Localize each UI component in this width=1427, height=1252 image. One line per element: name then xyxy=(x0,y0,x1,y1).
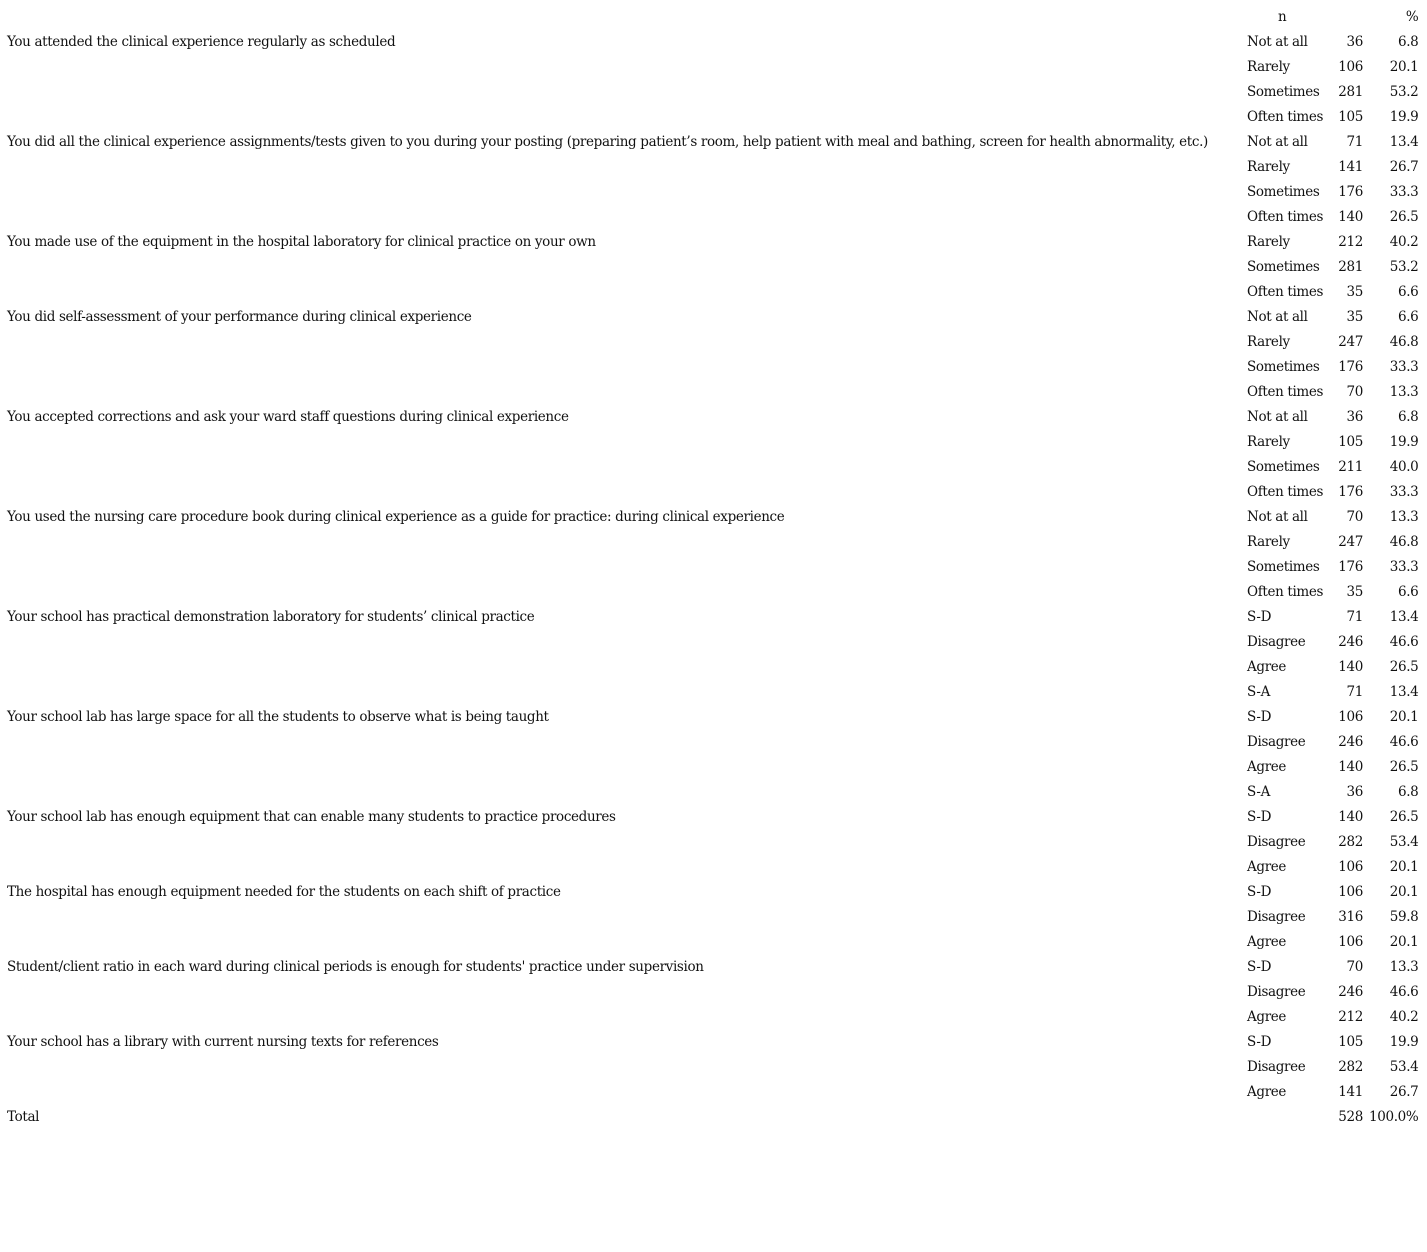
row-item-text xyxy=(4,529,1244,554)
table-row xyxy=(4,804,1421,829)
row-item-text xyxy=(4,254,1244,279)
row-item-text xyxy=(4,104,1244,129)
row-item-text xyxy=(4,54,1244,79)
row-count: 246 xyxy=(1338,983,1363,1000)
table-row xyxy=(4,654,1421,679)
row-percent: 53.2 xyxy=(1389,83,1419,100)
total-response-empty xyxy=(1244,1104,1330,1129)
table-row xyxy=(4,279,1421,304)
row-item-text xyxy=(4,579,1244,604)
row-count: 106 xyxy=(1338,58,1363,75)
table-row xyxy=(4,404,1421,429)
row-item-text xyxy=(4,779,1244,804)
row-response: Rarely xyxy=(1247,333,1290,350)
table-row xyxy=(4,304,1421,329)
table-row xyxy=(4,954,1421,979)
row-count: 176 xyxy=(1338,483,1363,500)
row-response: Disagree xyxy=(1247,633,1306,650)
row-item-text xyxy=(4,154,1244,179)
row-item-text: Your school has practical demonstration laboratory for students’ clinical practice xyxy=(7,608,535,625)
row-item-text xyxy=(4,179,1244,204)
total-label: Total xyxy=(7,1108,40,1125)
table-header xyxy=(4,4,1421,29)
row-response: S-D xyxy=(1247,608,1272,625)
row-response: Often times xyxy=(1247,208,1324,225)
table-row xyxy=(4,879,1421,904)
row-response: Not at all xyxy=(1247,33,1308,50)
table-row xyxy=(4,479,1421,504)
row-count: 106 xyxy=(1338,858,1363,875)
row-count: 140 xyxy=(1338,808,1363,825)
table-body xyxy=(4,29,1421,1129)
table-row xyxy=(4,204,1421,229)
row-percent: 13.4 xyxy=(1389,133,1419,150)
row-item-text: You used the nursing care procedure book during clinical experience as a guide for practice: during clinical experience xyxy=(7,508,785,525)
total-percent: 100.0% xyxy=(1369,1108,1419,1125)
row-item-text xyxy=(4,79,1244,104)
table-row xyxy=(4,579,1421,604)
row-percent: 33.3 xyxy=(1389,558,1419,575)
header-row xyxy=(4,4,1421,29)
row-percent: 13.3 xyxy=(1389,383,1419,400)
row-item-text xyxy=(4,679,1244,704)
table-row xyxy=(4,454,1421,479)
table-row xyxy=(4,554,1421,579)
row-item-text: Your school lab has enough equipment that can enable many students to practice procedures xyxy=(7,808,616,825)
row-item-text: You made use of the equipment in the hospital laboratory for clinical practice on your own xyxy=(7,233,596,250)
row-percent: 26.7 xyxy=(1389,1083,1419,1100)
table-row xyxy=(4,1079,1421,1104)
table-row xyxy=(4,829,1421,854)
row-count: 211 xyxy=(1338,458,1363,475)
table-row xyxy=(4,704,1421,729)
table-row xyxy=(4,754,1421,779)
table-row xyxy=(4,229,1421,254)
row-item-text: You accepted corrections and ask your ward staff questions during clinical experience xyxy=(7,408,569,425)
row-response: Agree xyxy=(1247,858,1287,875)
row-item-text xyxy=(4,829,1244,854)
row-item-text xyxy=(4,729,1244,754)
row-percent: 53.2 xyxy=(1389,258,1419,275)
row-count: 247 xyxy=(1338,533,1363,550)
row-count: 176 xyxy=(1338,358,1363,375)
total-row xyxy=(4,1104,1421,1129)
row-percent: 20.1 xyxy=(1389,858,1419,875)
row-percent: 6.6 xyxy=(1397,308,1419,325)
row-response: Not at all xyxy=(1247,133,1308,150)
row-count: 105 xyxy=(1338,108,1363,125)
row-item-text: You did all the clinical experience assignments/tests given to you during your posting (preparing patient’s room, help patient with meal and bathing, screen for health abnormality, etc.) xyxy=(7,133,1208,150)
row-count: 70 xyxy=(1346,958,1363,975)
row-percent: 6.8 xyxy=(1397,33,1419,50)
table-row xyxy=(4,254,1421,279)
row-response: Not at all xyxy=(1247,408,1308,425)
row-item-text xyxy=(4,979,1244,1004)
row-count: 282 xyxy=(1338,1058,1363,1075)
total-count: 528 xyxy=(1338,1108,1363,1125)
row-response: Sometimes xyxy=(1247,258,1320,275)
row-count: 70 xyxy=(1346,383,1363,400)
row-percent: 20.1 xyxy=(1389,708,1419,725)
row-item-text xyxy=(4,379,1244,404)
row-count: 35 xyxy=(1346,283,1363,300)
row-response: Sometimes xyxy=(1247,558,1320,575)
row-response: Not at all xyxy=(1247,308,1308,325)
row-percent: 13.4 xyxy=(1389,683,1419,700)
row-count: 35 xyxy=(1346,583,1363,600)
row-percent: 26.5 xyxy=(1389,658,1419,675)
row-response: Rarely xyxy=(1247,158,1290,175)
row-item-text xyxy=(4,654,1244,679)
table-row xyxy=(4,604,1421,629)
row-item-text xyxy=(4,429,1244,454)
row-item-text xyxy=(4,629,1244,654)
row-percent: 46.8 xyxy=(1389,333,1419,350)
row-count: 141 xyxy=(1338,158,1363,175)
row-item-text xyxy=(4,1004,1244,1029)
row-count: 282 xyxy=(1338,833,1363,850)
row-percent: 13.4 xyxy=(1389,608,1419,625)
table-row xyxy=(4,904,1421,929)
row-count: 141 xyxy=(1338,1083,1363,1100)
row-percent: 40.0 xyxy=(1389,458,1419,475)
row-response: Rarely xyxy=(1247,533,1290,550)
row-count: 35 xyxy=(1346,308,1363,325)
row-response: S-D xyxy=(1247,708,1272,725)
row-count: 281 xyxy=(1338,83,1363,100)
row-count: 105 xyxy=(1338,1033,1363,1050)
row-percent: 33.3 xyxy=(1389,483,1419,500)
row-response: Disagree xyxy=(1247,833,1306,850)
header-percent: % xyxy=(1405,8,1419,25)
row-count: 36 xyxy=(1346,33,1363,50)
table-row xyxy=(4,329,1421,354)
row-response: Disagree xyxy=(1247,733,1306,750)
row-count: 105 xyxy=(1338,433,1363,450)
row-response: Agree xyxy=(1247,658,1287,675)
row-count: 36 xyxy=(1346,783,1363,800)
row-percent: 46.6 xyxy=(1389,983,1419,1000)
row-count: 71 xyxy=(1346,133,1363,150)
row-percent: 40.2 xyxy=(1389,1008,1419,1025)
table-row xyxy=(4,929,1421,954)
row-percent: 19.9 xyxy=(1389,1033,1419,1050)
row-item-text: Student/client ratio in each ward during clinical periods is enough for students' practice under supervision xyxy=(7,958,704,975)
table-row xyxy=(4,104,1421,129)
row-count: 70 xyxy=(1346,508,1363,525)
row-response: Sometimes xyxy=(1247,183,1320,200)
row-response: Often times xyxy=(1247,483,1324,500)
row-percent: 33.3 xyxy=(1389,358,1419,375)
row-count: 140 xyxy=(1338,658,1363,675)
header-item xyxy=(4,4,1244,29)
row-count: 316 xyxy=(1338,908,1363,925)
table-row xyxy=(4,504,1421,529)
table-row xyxy=(4,129,1421,154)
row-percent: 59.8 xyxy=(1389,908,1419,925)
row-percent: 46.6 xyxy=(1389,633,1419,650)
row-count: 71 xyxy=(1346,683,1363,700)
row-response: Rarely xyxy=(1247,233,1290,250)
row-item-text xyxy=(4,329,1244,354)
row-response: S-D xyxy=(1247,958,1272,975)
row-response: S-A xyxy=(1247,783,1271,800)
row-item-text: You attended the clinical experience regularly as scheduled xyxy=(7,33,396,50)
row-count: 176 xyxy=(1338,558,1363,575)
row-item-text xyxy=(4,479,1244,504)
row-response: Often times xyxy=(1247,383,1324,400)
row-item-text xyxy=(4,1054,1244,1079)
row-percent: 53.4 xyxy=(1389,1058,1419,1075)
table-row xyxy=(4,1004,1421,1029)
row-response: Often times xyxy=(1247,583,1324,600)
row-percent: 26.5 xyxy=(1389,208,1419,225)
row-percent: 6.6 xyxy=(1397,283,1419,300)
row-response: S-D xyxy=(1247,808,1272,825)
header-n: n xyxy=(1278,8,1287,25)
row-percent: 20.1 xyxy=(1389,933,1419,950)
row-item-text xyxy=(4,854,1244,879)
row-count: 246 xyxy=(1338,633,1363,650)
row-response: Agree xyxy=(1247,758,1287,775)
row-item-text xyxy=(4,454,1244,479)
row-percent: 26.7 xyxy=(1389,158,1419,175)
row-response: S-D xyxy=(1247,1033,1272,1050)
row-count: 212 xyxy=(1338,1008,1363,1025)
row-item-text xyxy=(4,354,1244,379)
row-response: Sometimes xyxy=(1247,83,1320,100)
row-response: Disagree xyxy=(1247,983,1306,1000)
row-response: Agree xyxy=(1247,1083,1287,1100)
row-percent: 46.6 xyxy=(1389,733,1419,750)
row-response: Rarely xyxy=(1247,58,1290,75)
row-percent: 20.1 xyxy=(1389,58,1419,75)
row-response: Rarely xyxy=(1247,433,1290,450)
table-row xyxy=(4,179,1421,204)
row-percent: 46.8 xyxy=(1389,533,1419,550)
table-row xyxy=(4,154,1421,179)
row-percent: 6.8 xyxy=(1397,783,1419,800)
row-item-text xyxy=(4,904,1244,929)
row-item-text xyxy=(4,754,1244,779)
row-percent: 33.3 xyxy=(1389,183,1419,200)
row-percent: 26.5 xyxy=(1389,758,1419,775)
row-item-text xyxy=(4,1079,1244,1104)
row-item-text: You did self-assessment of your performance during clinical experience xyxy=(7,308,472,325)
row-percent: 13.3 xyxy=(1389,508,1419,525)
row-item-text: Your school lab has large space for all the students to observe what is being taught xyxy=(7,708,549,725)
row-percent: 20.1 xyxy=(1389,883,1419,900)
row-response: Not at all xyxy=(1247,508,1308,525)
table-row xyxy=(4,779,1421,804)
row-percent: 6.8 xyxy=(1397,408,1419,425)
row-percent: 53.4 xyxy=(1389,833,1419,850)
row-percent: 13.3 xyxy=(1389,958,1419,975)
table-row xyxy=(4,729,1421,754)
row-count: 212 xyxy=(1338,233,1363,250)
row-count: 36 xyxy=(1346,408,1363,425)
row-item-text: The hospital has enough equipment needed for the students on each shift of practice xyxy=(7,883,561,900)
table-row xyxy=(4,979,1421,1004)
table-row xyxy=(4,629,1421,654)
row-response: Agree xyxy=(1247,933,1287,950)
row-response: Sometimes xyxy=(1247,458,1320,475)
row-response: Sometimes xyxy=(1247,358,1320,375)
row-percent: 26.5 xyxy=(1389,808,1419,825)
row-percent: 19.9 xyxy=(1389,108,1419,125)
row-count: 140 xyxy=(1338,758,1363,775)
row-count: 106 xyxy=(1338,933,1363,950)
row-response: Agree xyxy=(1247,1008,1287,1025)
row-count: 106 xyxy=(1338,883,1363,900)
row-item-text xyxy=(4,929,1244,954)
row-count: 106 xyxy=(1338,708,1363,725)
row-response: S-D xyxy=(1247,883,1272,900)
row-item-text xyxy=(4,279,1244,304)
row-response: Disagree xyxy=(1247,1058,1306,1075)
row-percent: 40.2 xyxy=(1389,233,1419,250)
row-response: Disagree xyxy=(1247,908,1306,925)
table-row xyxy=(4,679,1421,704)
table-row xyxy=(4,1054,1421,1079)
table-row xyxy=(4,379,1421,404)
row-response: Often times xyxy=(1247,283,1324,300)
table-row xyxy=(4,54,1421,79)
row-percent: 19.9 xyxy=(1389,433,1419,450)
row-count: 71 xyxy=(1346,608,1363,625)
table-row xyxy=(4,79,1421,104)
row-count: 176 xyxy=(1338,183,1363,200)
table-row xyxy=(4,29,1421,54)
table-row xyxy=(4,1029,1421,1054)
row-item-text xyxy=(4,554,1244,579)
row-count: 281 xyxy=(1338,258,1363,275)
row-response: Often times xyxy=(1247,108,1324,125)
row-item-text xyxy=(4,204,1244,229)
survey-table xyxy=(4,4,1421,1129)
row-item-text: Your school has a library with current nursing texts for references xyxy=(7,1033,439,1050)
row-percent: 6.6 xyxy=(1397,583,1419,600)
row-response: S-A xyxy=(1247,683,1271,700)
row-count: 247 xyxy=(1338,333,1363,350)
table-row xyxy=(4,529,1421,554)
table-row xyxy=(4,429,1421,454)
row-count: 246 xyxy=(1338,733,1363,750)
table-row xyxy=(4,854,1421,879)
table-row xyxy=(4,354,1421,379)
row-count: 140 xyxy=(1338,208,1363,225)
